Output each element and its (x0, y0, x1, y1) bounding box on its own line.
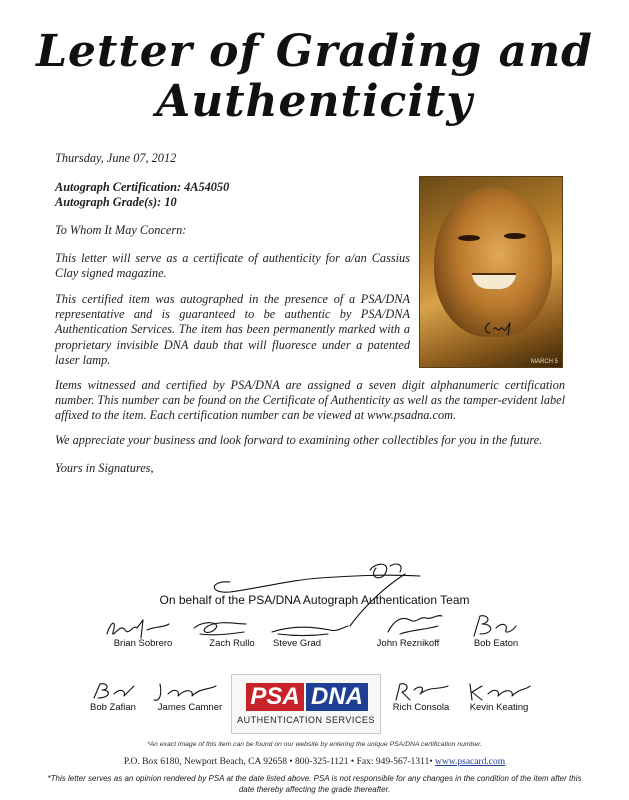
name-zach-rullo: Zach Rullo (209, 638, 255, 649)
address-text: P.O. Box 6180, Newport Beach, CA 92658 • 800-325-1121 • Fax: 949-567-1311• (123, 757, 433, 767)
signature-bob-eaton (468, 612, 518, 640)
paragraph-3: Items witnessed and certified by PSA/DNA are assigned a seven digit alphanumeric certification number. This number can be found on the Certificate of Authenticity as well as the tamper-evident label affixed to the item. Each certification number can be viewed at www.psadna.com. (55, 378, 565, 423)
photo-credit: MARCH 5 (530, 359, 558, 365)
image-note: *An exact image of this item can be found on our website by entering the unique PSA/DNA certification number. (147, 741, 482, 748)
website-link[interactable]: www.psacard.com (435, 757, 506, 767)
signature-zach-rullo (190, 618, 250, 640)
signature-john-reznikoff (380, 612, 450, 640)
signature-james-camner (150, 680, 220, 704)
name-steve-grad: Steve Grad (272, 638, 322, 649)
team-heading: On behalf of the PSA/DNA Autograph Authentication Team (159, 593, 470, 607)
paragraph-2: This certified item was autographed in the presence of a PSA/DNA representative and is guaranteed to be authentic by PSA/DNA Authentication Services. The item has been permanently marked with a proprietary invisible DNA daub that will fluoresce under a patented laser lamp. (55, 292, 410, 367)
paragraph-4: We appreciate your business and look forward to examining other collectibles for you in the future. (55, 433, 543, 447)
photo-face (434, 187, 552, 337)
name-brian-sobrero: Brian Sobrero (113, 638, 173, 649)
name-john-reznikoff: John Reznikoff (376, 638, 440, 649)
autograph-certification: Autograph Certification: 4A54050 (55, 180, 230, 194)
name-rich-consola: Rich Consola (392, 702, 450, 713)
item-photo (419, 176, 563, 368)
name-bob-eaton: Bob Eaton (473, 638, 519, 649)
name-james-camner: James Camner (157, 702, 223, 713)
closing: Yours in Signatures, (55, 461, 154, 475)
logo-subtitle: AUTHENTICATION SERVICES (237, 715, 375, 725)
signature-bob-zafian (90, 680, 140, 702)
psa-dna-logo (231, 674, 381, 734)
letter-title-line2: Authenticity (156, 76, 473, 127)
address-line (0, 757, 629, 767)
photo-eye-left (458, 235, 480, 241)
letter-date: Thursday, June 07, 2012 (55, 151, 177, 165)
letter-title-line1: Letter of Grading and (36, 26, 593, 77)
name-bob-zafian: Bob Zafian (90, 702, 136, 713)
paragraph-1: This letter will serve as a certificate of authenticity for a/an Cassius Clay signed magazine. (55, 251, 410, 281)
autograph-grade: Autograph Grade(s): 10 (55, 195, 177, 209)
disclaimer: *This letter serves as an opinion rendered by PSA at the date listed above. PSA is not responsible for any changes in the condition of the item after this date thereby affecting the grade thereafter. (47, 774, 582, 794)
signature-rich-consola (390, 680, 452, 704)
name-kevin-keating: Kevin Keating (469, 702, 529, 713)
photo-eye-right (504, 233, 526, 239)
salutation: To Whom It May Concern: (55, 223, 187, 237)
signature-kevin-keating (464, 680, 534, 704)
psa-wordmark: PSA (246, 683, 304, 711)
dna-wordmark: DNA (306, 683, 368, 711)
photo-autograph (482, 319, 522, 339)
